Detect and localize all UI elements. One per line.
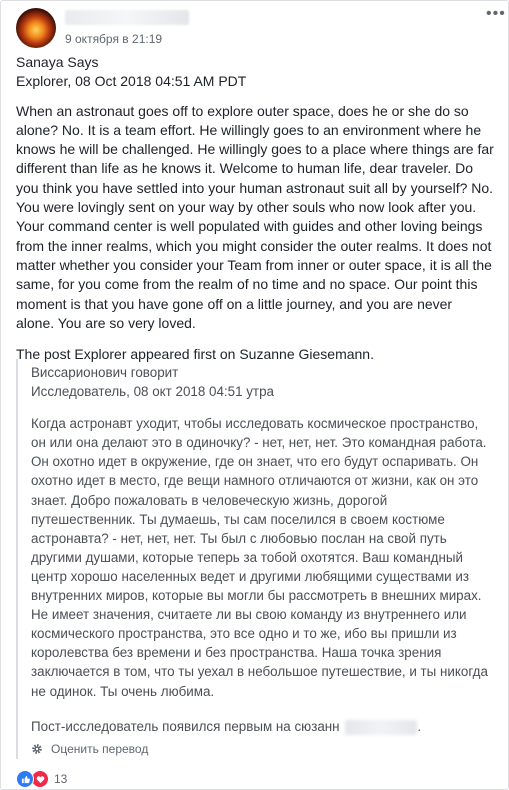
- translation-author: Виссарионович говорит: [31, 365, 179, 380]
- reaction-count[interactable]: 13: [54, 772, 68, 786]
- translation-footer-text: Пост-исследователь появился первым на сюзанн: [31, 718, 340, 734]
- translation-block: [16, 359, 494, 759]
- original-text: When an astronaut goes off to explore outer space, does he or she do so alone? No. It is a team effort. He willingly goes to an environment where he knows he will be challenged. He willingly goes to a place where things are far different than life as he knows it. Welcome to human life, dear traveler. Do you think you have settled into your human astronaut suit all by yourself? No. You were lovingly sent on your way by other souls who now look after you. Your command center is well populated with guides and other loving beings from the inner realms, which you might consider the outer realms. It does not matter whether you consider your Team from inner or outer space, it is all the same, for you come from the realm of no time and no space. Our point this moment is that you have gone off on a little journey, and you are never alone. You are so very loved.: [16, 102, 494, 331]
- translation-footer-end: .: [417, 718, 422, 734]
- source-name: Sanaya Says: [16, 54, 99, 70]
- like-icon: [16, 770, 34, 788]
- ellipsis-icon[interactable]: •••: [486, 5, 506, 22]
- translation-text: Когда астронавт уходит, чтобы исследовать космическое пространство, он или она делают это в одиночку? - нет, нет, нет. Это командная работа. Он охотно идет в окружение, где он знает, что его будут оспаривать. Он охотно идет в место, где вещи намного отличаются от жизни, как он это знает. Добро пожаловать в человеческую жизнь, дорогой путешественник. Ты думаешь, ты сам поселился в своем костюме астронавта? - нет, нет, нет. Ты был с любовью послан на свой путь другими душами, которые теперь за тобой охотятся. Ваш командный центр хорошо населенных ведет и другими любящими существами из внутренних миров, которые вы могли бы рассмотреть в внешних мирах. Не имеет значения, считаете ли вы свою команду из внутреннего или космического пространства, это все одно и то же, ибо вы пришли из королевства без времени и без пространства. Наша точка зрения заключается в том, что ты уехал в небольшое путешествие, и ты никогда не одинок. Ты очень любима.: [31, 416, 488, 699]
- gear-icon: [31, 743, 43, 755]
- rate-translation-label[interactable]: Оценить перевод: [51, 741, 149, 756]
- source-title: Explorer, 08 Oct 2018 04:51 AM PDT: [16, 73, 247, 90]
- reactions-bar[interactable]: [16, 770, 67, 788]
- post-timestamp[interactable]: 9 октября в 21:19: [65, 32, 163, 46]
- translation-title: Исследователь, 08 окт 2018 04:51 утра: [31, 384, 274, 400]
- post-content: [16, 53, 494, 370]
- redacted-name: [345, 720, 417, 735]
- avatar[interactable]: [16, 8, 56, 48]
- author-name-redacted[interactable]: [65, 10, 189, 25]
- original-footer: The post Explorer appeared first on Suzanne Giesemann.: [16, 346, 374, 363]
- translation-footer: [31, 717, 494, 736]
- rate-translation[interactable]: [31, 740, 494, 759]
